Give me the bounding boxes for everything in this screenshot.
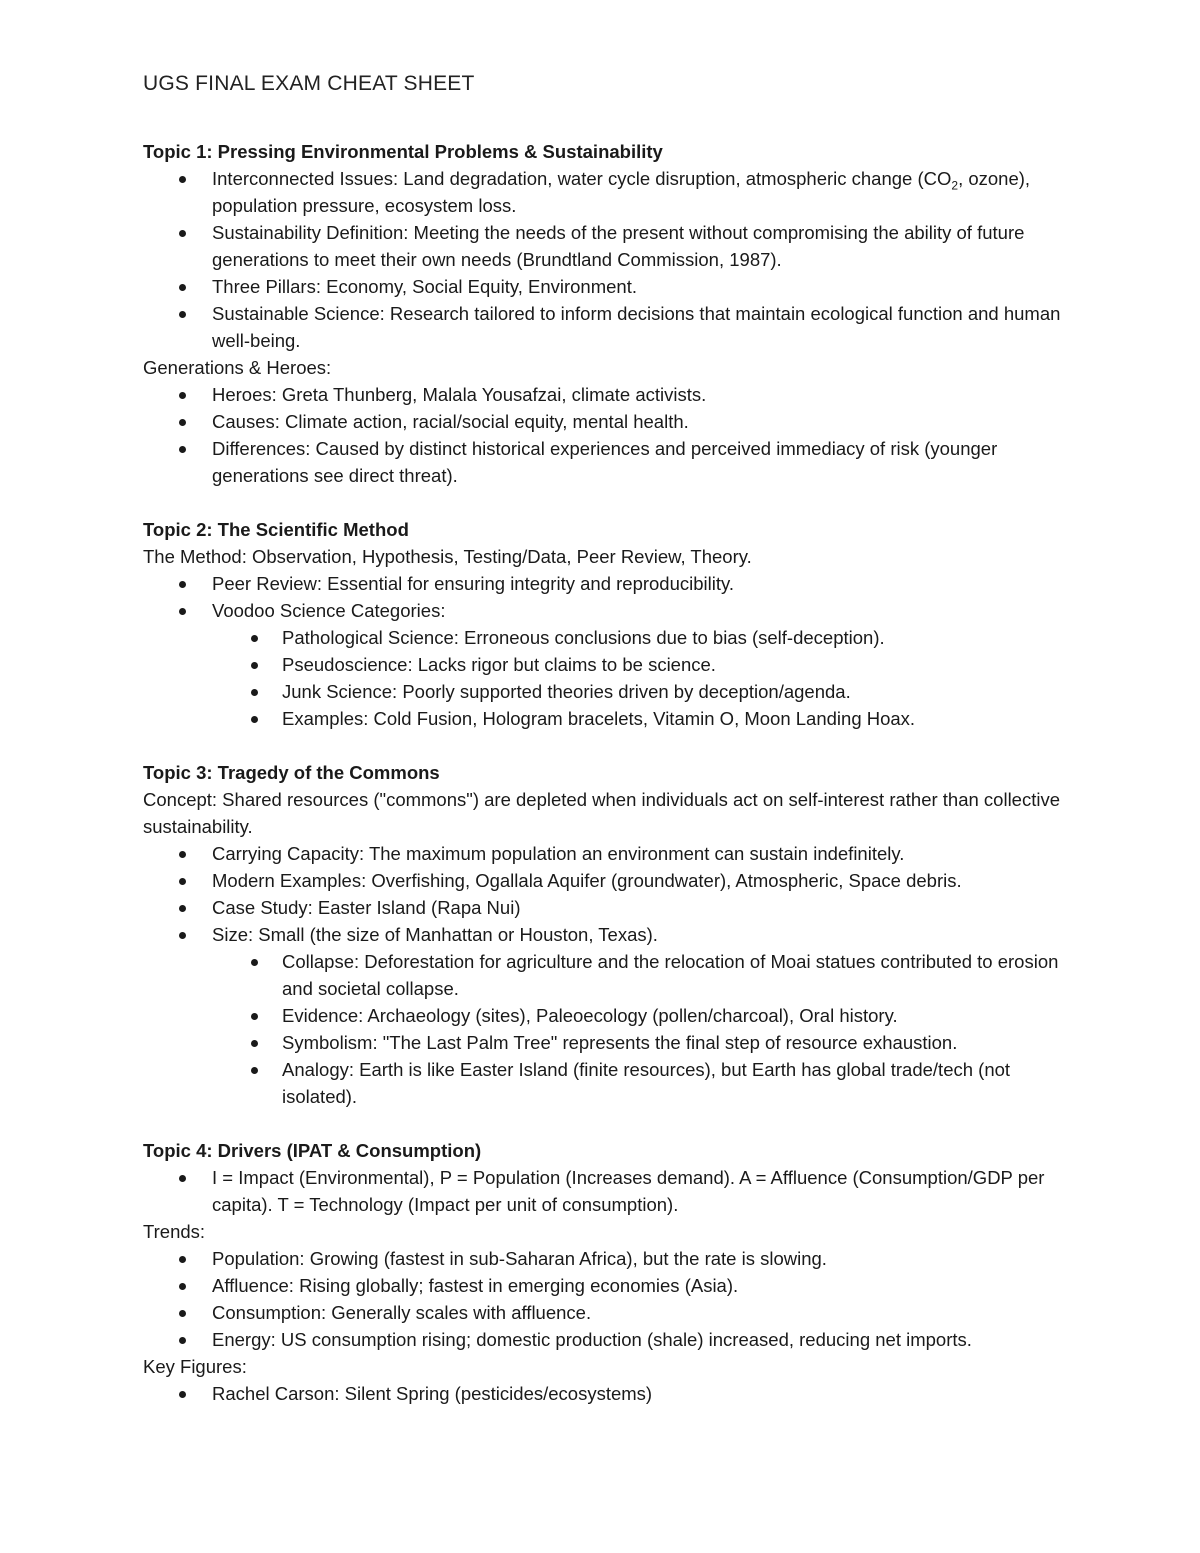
generations-list <box>143 381 1078 489</box>
sub-list-item: Pathological Science: Erroneous conclusions due to bias (self-deception). <box>143 624 1078 651</box>
list-item: Voodoo Science Categories: <box>143 597 1078 624</box>
voodoo-science-sublist <box>143 624 1078 732</box>
list-item: Sustainable Science: Research tailored to inform decisions that maintain ecological function and human well-being. <box>143 300 1078 354</box>
topic-3-list <box>143 840 1078 948</box>
list-item: Heroes: Greta Thunberg, Malala Yousafzai, climate activists. <box>143 381 1078 408</box>
list-item: Carrying Capacity: The maximum population an environment can sustain indefinitely. <box>143 840 1078 867</box>
topic-1-section <box>143 138 1078 489</box>
list-item: Consumption: Generally scales with affluence. <box>143 1299 1078 1326</box>
subscript: 2 <box>951 178 959 193</box>
list-item: Size: Small (the size of Manhattan or Houston, Texas). <box>143 921 1078 948</box>
topic-3-section <box>143 759 1078 1110</box>
list-item: Modern Examples: Overfishing, Ogallala Aquifer (groundwater), Atmospheric, Space debris. <box>143 867 1078 894</box>
generations-label: Generations & Heroes: <box>143 357 332 378</box>
bullet-text-continued: , ozone), population pressure, ecosystem loss. <box>212 168 1031 216</box>
easter-island-sublist <box>143 948 1078 1110</box>
sub-list-item: Pseudoscience: Lacks rigor but claims to be science. <box>143 651 1078 678</box>
list-item: Affluence: Rising globally; fastest in emerging economies (Asia). <box>143 1272 1078 1299</box>
document-body <box>143 138 1078 1407</box>
list-item: I = Impact (Environmental), P = Population (Increases demand). A = Affluence (Consumption/GDP per capita). T = Technology (Impact per unit of consumption). <box>143 1164 1078 1218</box>
list-item: Differences: Caused by distinct historical experiences and perceived immediacy of risk (younger generations see direct threat). <box>143 435 1078 489</box>
list-item: Energy: US consumption rising; domestic production (shale) increased, reducing net imports. <box>143 1326 1078 1353</box>
key-figures-list <box>143 1380 1078 1407</box>
bullet-text: Interconnected Issues: Land degradation, water cycle disruption, atmospheric change (CO <box>212 168 952 189</box>
list-item: Peer Review: Essential for ensuring integrity and reproducibility. <box>143 570 1078 597</box>
topic-3-heading: Topic 3: Tragedy of the Commons <box>143 762 440 783</box>
sub-list-item: Examples: Cold Fusion, Hologram bracelets, Vitamin O, Moon Landing Hoax. <box>143 705 1078 732</box>
key-figures-label: Key Figures: <box>143 1356 247 1377</box>
topic-2-section <box>143 516 1078 732</box>
topic-2-heading: Topic 2: The Scientific Method <box>143 519 409 540</box>
list-item: Rachel Carson: Silent Spring (pesticides/ecosystems) <box>143 1380 1078 1407</box>
topic-2-intro: The Method: Observation, Hypothesis, Testing/Data, Peer Review, Theory. <box>143 546 752 567</box>
list-item: Sustainability Definition: Meeting the needs of the present without compromising the ability of future generations to meet their own needs (Brundtland Commission, 1987). <box>143 219 1078 273</box>
sub-list-item: Evidence: Archaeology (sites), Paleoecology (pollen/charcoal), Oral history. <box>143 1002 1078 1029</box>
list-item <box>143 165 1078 219</box>
sub-list-item: Collapse: Deforestation for agriculture and the relocation of Moai statues contributed to erosion and societal collapse. <box>143 948 1078 1002</box>
list-item: Three Pillars: Economy, Social Equity, Environment. <box>143 273 1078 300</box>
list-item: Population: Growing (fastest in sub-Saharan Africa), but the rate is slowing. <box>143 1245 1078 1272</box>
topic-1-list <box>143 165 1078 354</box>
topic-3-intro: Concept: Shared resources ("commons") are depleted when individuals act on self-interest rather than collective sustainability. <box>143 789 1061 837</box>
document-title: UGS FINAL EXAM CHEAT SHEET <box>143 72 475 95</box>
sub-list-item: Symbolism: "The Last Palm Tree" represents the final step of resource exhaustion. <box>143 1029 1078 1056</box>
trends-label: Trends: <box>143 1221 206 1242</box>
sub-list-item: Junk Science: Poorly supported theories driven by deception/agenda. <box>143 678 1078 705</box>
topic-4-heading: Topic 4: Drivers (IPAT & Consumption) <box>143 1140 482 1161</box>
trends-list <box>143 1245 1078 1353</box>
topic-2-list <box>143 570 1078 624</box>
topic-4-list <box>143 1164 1078 1218</box>
topic-4-section <box>143 1137 1078 1407</box>
list-item: Case Study: Easter Island (Rapa Nui) <box>143 894 1078 921</box>
topic-1-heading: Topic 1: Pressing Environmental Problems & Sustainability <box>143 141 663 162</box>
list-item: Causes: Climate action, racial/social equity, mental health. <box>143 408 1078 435</box>
sub-list-item: Analogy: Earth is like Easter Island (finite resources), but Earth has global trade/tech (not isolated). <box>143 1056 1078 1110</box>
